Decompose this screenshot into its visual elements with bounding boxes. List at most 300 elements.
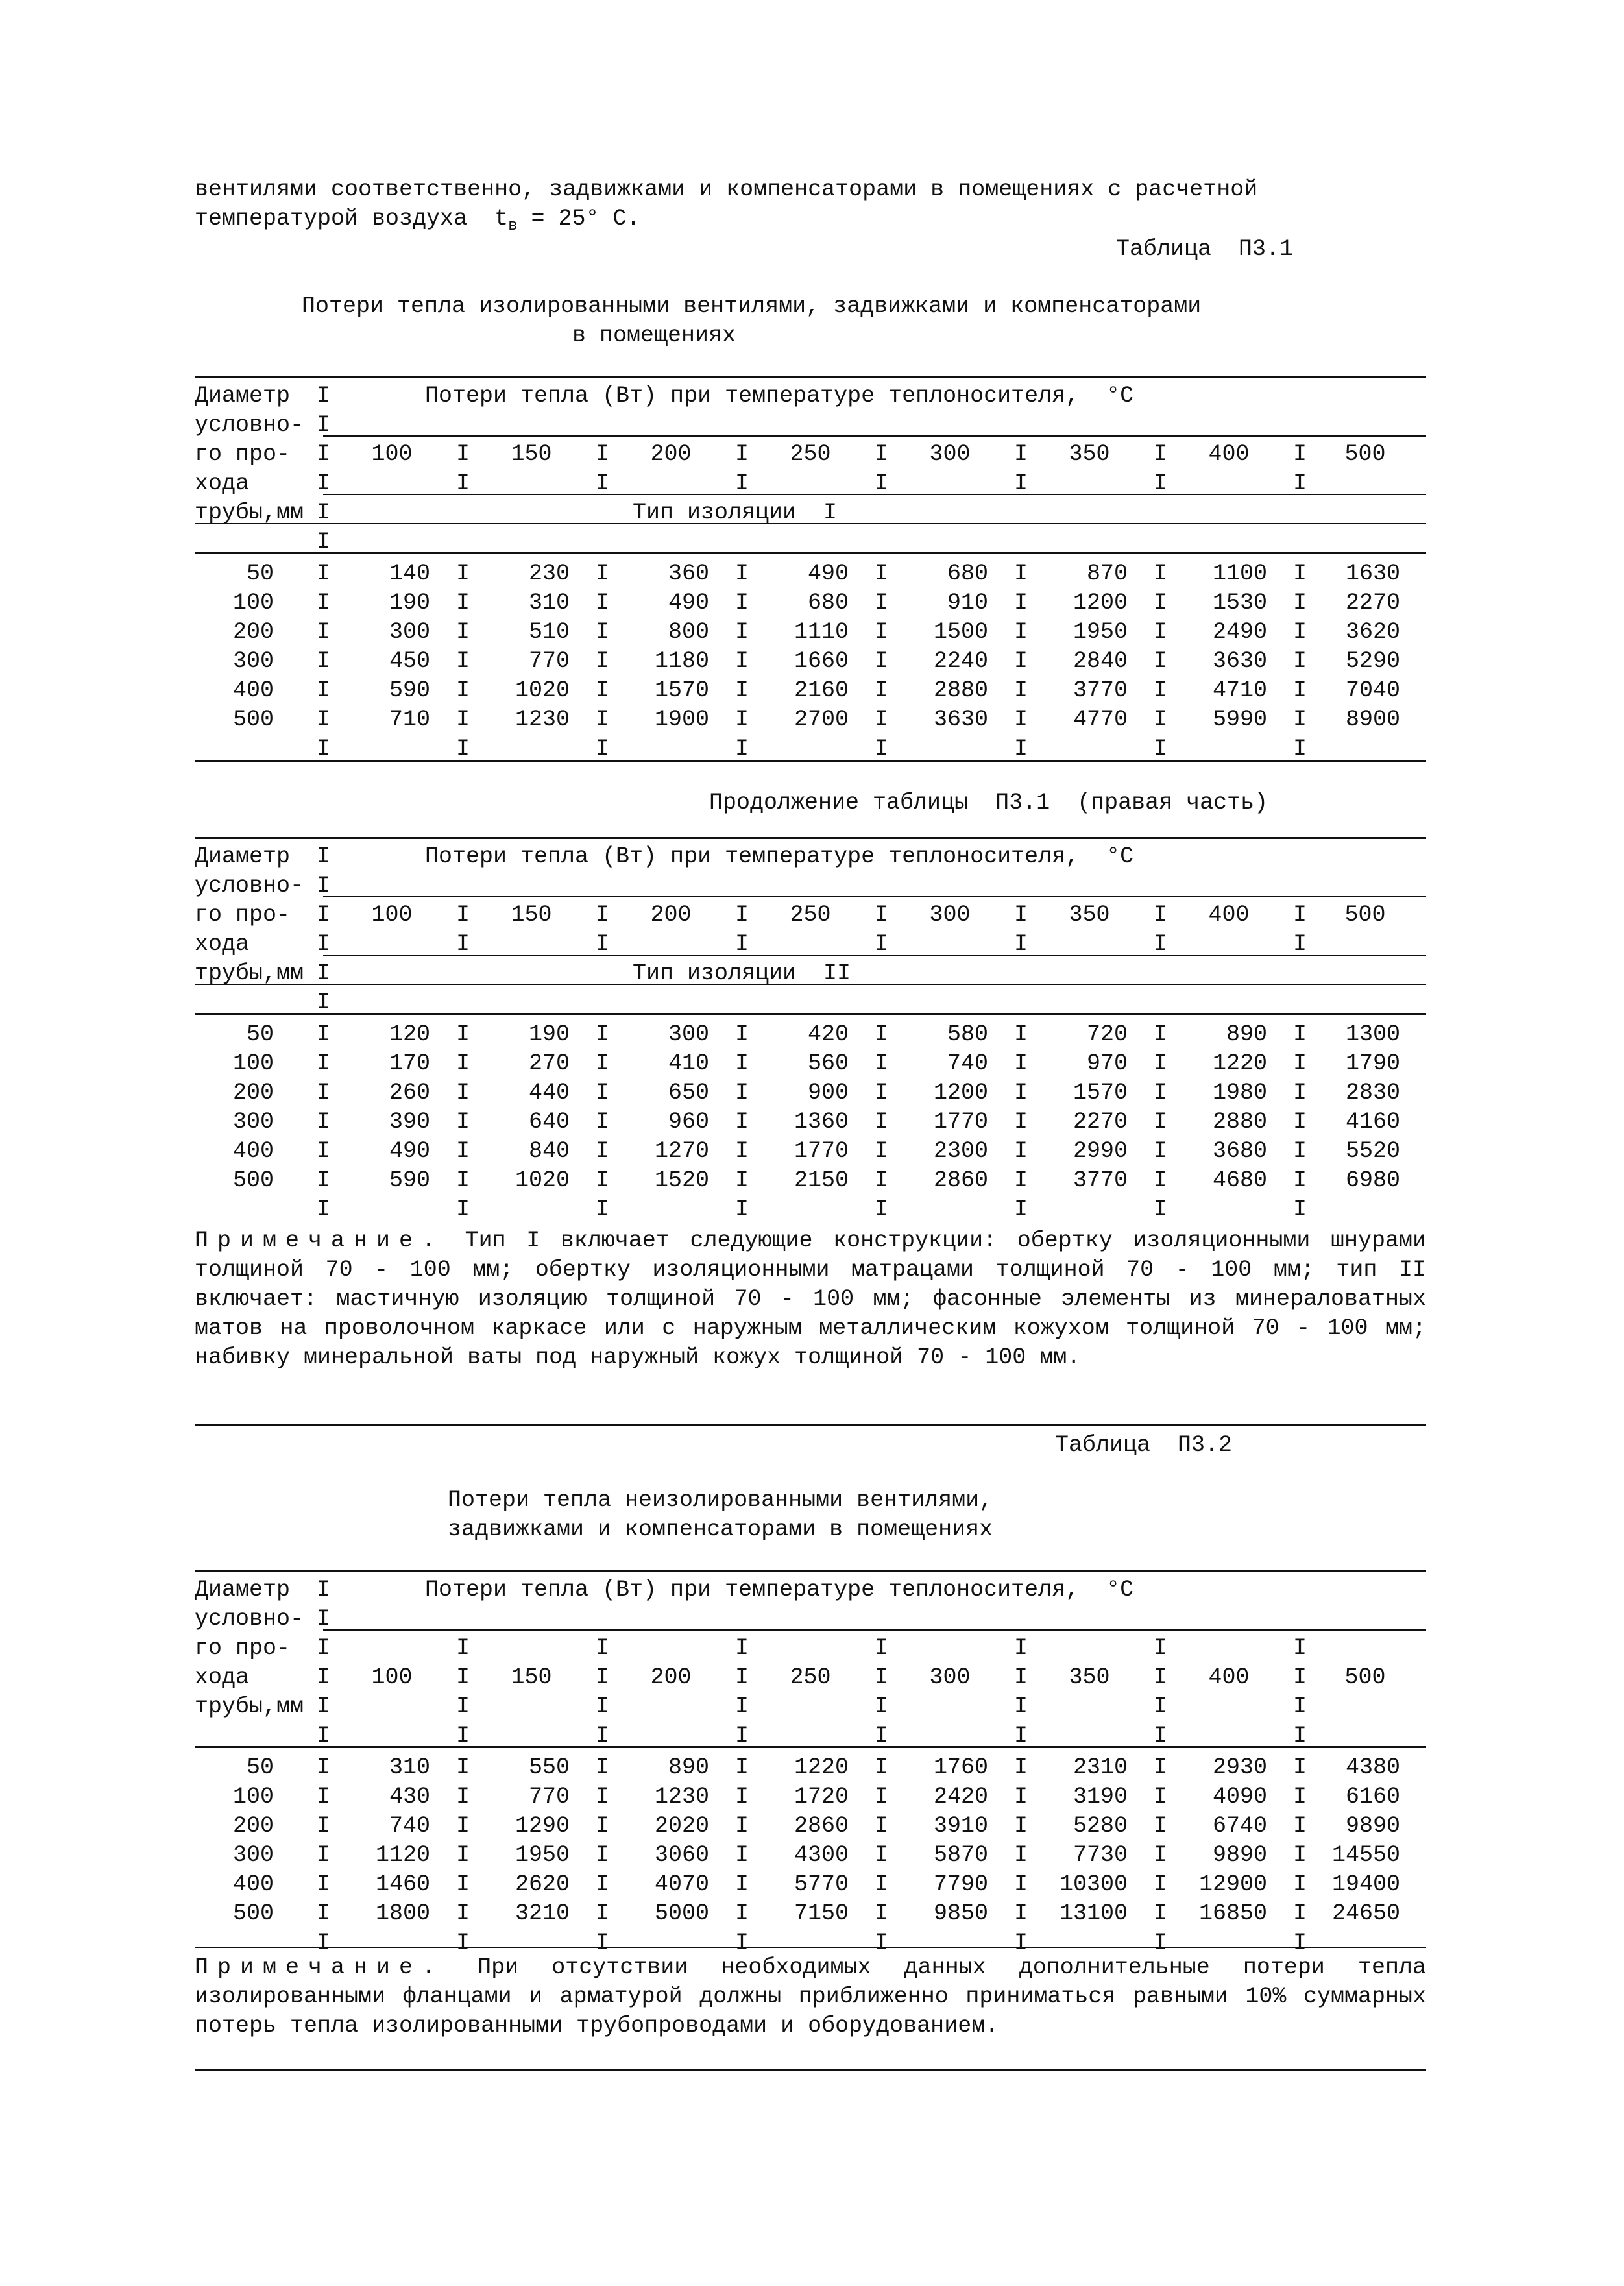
col-separator: I	[1154, 648, 1168, 674]
table-cell: 2990	[1073, 1138, 1128, 1164]
col-separator: I	[317, 500, 331, 526]
table-cell: 10300	[1059, 1871, 1128, 1897]
table-cell: 3680	[1212, 1138, 1267, 1164]
table-cell: 1660	[794, 648, 849, 674]
table-cell: 900	[807, 1080, 849, 1106]
table-cell: 910	[947, 590, 988, 616]
col-separator: I	[735, 1813, 749, 1839]
col-separator: I	[596, 1755, 610, 1781]
col-separator: I	[735, 648, 749, 674]
table-cell: 1020	[515, 677, 570, 703]
table-cell: 890	[668, 1755, 709, 1781]
table-cell: 890	[1226, 1021, 1267, 1047]
temp-header-400: 400	[1208, 902, 1250, 928]
diameter-header-5: трубы,мм	[195, 500, 304, 526]
col-separator: I	[735, 441, 749, 467]
col-separator: I	[1154, 1197, 1168, 1222]
table-cell: 9890	[1345, 1813, 1400, 1839]
col-separator: I	[1014, 707, 1028, 733]
col-separator: I	[1014, 1167, 1028, 1193]
diameter-header-3: го про-	[195, 902, 291, 928]
col-separator: I	[1014, 1051, 1028, 1076]
col-separator: I	[875, 590, 889, 616]
col-separator: I	[1014, 1842, 1028, 1868]
table-cell: 3910	[933, 1813, 988, 1839]
col-separator: I	[596, 1167, 610, 1193]
row-diameter-100: 100	[232, 590, 274, 616]
table-cell: 4680	[1212, 1167, 1267, 1193]
col-separator: I	[1014, 1197, 1028, 1222]
col-separator: I	[456, 1694, 470, 1720]
col-separator: I	[456, 1813, 470, 1839]
col-separator: I	[875, 1664, 889, 1690]
table2-bottom-rule	[195, 1947, 1426, 1948]
table-cell: 3630	[1212, 648, 1267, 674]
col-separator: I	[1293, 1723, 1307, 1749]
temp-header-400: 400	[1208, 441, 1250, 467]
temp-header-250: 250	[790, 902, 831, 928]
col-separator: I	[1293, 1080, 1307, 1106]
col-separator: I	[317, 383, 331, 409]
col-separator: I	[456, 561, 470, 587]
table-cell: 1950	[515, 1842, 570, 1868]
col-separator: I	[1154, 1664, 1168, 1690]
col-separator: I	[1154, 1723, 1168, 1749]
col-separator: I	[1154, 561, 1168, 587]
col-separator: I	[317, 1167, 331, 1193]
col-separator: I	[875, 1197, 889, 1222]
col-separator: I	[735, 1051, 749, 1076]
table-cell: 1800	[375, 1901, 430, 1927]
col-separator: I	[735, 1138, 749, 1164]
col-separator: I	[317, 1930, 331, 1956]
table-top-rule	[195, 837, 1426, 839]
col-separator: I	[1293, 677, 1307, 703]
table-cell: 2310	[1073, 1755, 1128, 1781]
table-cell: 300	[389, 619, 430, 645]
table-cell: 510	[528, 619, 570, 645]
col-separator: I	[596, 1635, 610, 1661]
col-separator: I	[735, 1197, 749, 1222]
col-separator: I	[875, 1842, 889, 1868]
col-separator: I	[596, 1784, 610, 1810]
col-separator: I	[735, 561, 749, 587]
col-separator: I	[875, 902, 889, 928]
rule-after-note-1	[195, 1424, 1426, 1426]
table-top-rule	[195, 376, 1426, 378]
col-separator: I	[735, 1664, 749, 1690]
col-separator: I	[1154, 677, 1168, 703]
col-separator: I	[317, 960, 331, 986]
col-separator: I	[1014, 1784, 1028, 1810]
col-separator: I	[317, 902, 331, 928]
loss-header: Потери тепла (Вт) при температуре теплоносителя, °С	[425, 383, 1134, 409]
table-cell: 2830	[1345, 1080, 1400, 1106]
table-cell: 5000	[654, 1901, 709, 1927]
col-separator: I	[1014, 931, 1028, 957]
col-separator: I	[735, 736, 749, 762]
intro-line-2: температурой воздуха $t_в = 25^\circ$ С.	[195, 206, 640, 235]
table-cell: 970	[1086, 1051, 1128, 1076]
col-separator: I	[317, 1635, 331, 1661]
row-diameter-500: 500	[232, 1901, 274, 1927]
col-separator: I	[596, 1901, 610, 1927]
col-separator: I	[1293, 1197, 1307, 1222]
table-cell: 1020	[515, 1167, 570, 1193]
col-separator: I	[456, 1138, 470, 1164]
table-cell: 360	[668, 561, 709, 587]
table-cell: 1530	[1212, 590, 1267, 616]
table-cell: 2420	[933, 1784, 988, 1810]
table-cell: 3630	[933, 707, 988, 733]
table-cell: 300	[668, 1021, 709, 1047]
table-cell: 1230	[515, 707, 570, 733]
col-separator: I	[317, 1784, 331, 1810]
col-separator: I	[317, 1755, 331, 1781]
temp-header-500: 500	[1344, 1664, 1386, 1690]
temp-header-350: 350	[1069, 441, 1110, 467]
table-cell: 16850	[1198, 1901, 1267, 1927]
table-cell: 450	[389, 648, 430, 674]
col-separator: I	[456, 677, 470, 703]
table-cell: 7790	[933, 1871, 988, 1897]
col-separator: I	[875, 707, 889, 733]
col-separator: I	[596, 1051, 610, 1076]
intro-line-1: вентилями соответственно, задвижками и компенсаторами в помещениях с расчетной	[195, 176, 1258, 202]
col-separator: I	[596, 1813, 610, 1839]
col-separator: I	[1014, 1901, 1028, 1927]
col-separator: I	[735, 902, 749, 928]
table-cell: 2160	[794, 677, 849, 703]
table-cell: 840	[528, 1138, 570, 1164]
table-cell: 1200	[933, 1080, 988, 1106]
col-separator: I	[456, 648, 470, 674]
table-cell: 650	[668, 1080, 709, 1106]
col-separator: I	[456, 707, 470, 733]
table-cell: 3770	[1073, 677, 1128, 703]
type-rule	[195, 523, 1426, 524]
col-separator: I	[317, 990, 331, 1015]
table-cell: 3620	[1345, 619, 1400, 645]
table-cell: 2240	[933, 648, 988, 674]
diameter-header-4: хода	[195, 931, 250, 957]
col-separator: I	[1293, 1784, 1307, 1810]
table2-title-2: задвижками и компенсаторами в помещениях	[448, 1516, 993, 1542]
table-cell: 1770	[933, 1109, 988, 1135]
table-cell: 3770	[1073, 1167, 1128, 1193]
row-diameter-400: 400	[232, 1138, 274, 1164]
col-separator: I	[1293, 707, 1307, 733]
col-separator: I	[317, 529, 331, 555]
col-separator: I	[317, 1197, 331, 1222]
temp-header-400: 400	[1208, 1664, 1250, 1690]
col-separator: I	[317, 1694, 331, 1720]
table-cell: 3060	[654, 1842, 709, 1868]
table-cell: 2620	[515, 1871, 570, 1897]
table-cell: 1570	[1073, 1080, 1128, 1106]
table-cell: 680	[947, 561, 988, 587]
col-separator: I	[456, 736, 470, 762]
col-separator: I	[1154, 1109, 1168, 1135]
table-cell: 4710	[1212, 677, 1267, 703]
type-rule	[195, 984, 1426, 985]
col-separator: I	[875, 1167, 889, 1193]
col-separator: I	[317, 707, 331, 733]
col-separator: I	[596, 677, 610, 703]
col-separator: I	[875, 677, 889, 703]
col-separator: I	[735, 590, 749, 616]
table-cell: 1300	[1345, 1021, 1400, 1047]
col-separator: I	[317, 441, 331, 467]
col-separator: I	[1154, 1871, 1168, 1897]
table-cell: 1100	[1212, 561, 1267, 587]
table-top-rule	[195, 1570, 1426, 1572]
col-separator: I	[875, 931, 889, 957]
col-separator: I	[317, 1021, 331, 1047]
col-separator: I	[317, 931, 331, 957]
col-separator: I	[1293, 470, 1307, 496]
table-cell: 1290	[515, 1813, 570, 1839]
table-cell: 2270	[1073, 1109, 1128, 1135]
insulation-type: Тип изоляции II	[633, 960, 851, 986]
col-separator: I	[1014, 1109, 1028, 1135]
col-separator: I	[1293, 902, 1307, 928]
col-separator: I	[596, 648, 610, 674]
table-cell: 680	[807, 590, 849, 616]
col-separator: I	[1014, 736, 1028, 762]
col-separator: I	[735, 677, 749, 703]
table-cell: 490	[389, 1138, 430, 1164]
col-separator: I	[875, 1813, 889, 1839]
table-cell: 2860	[794, 1813, 849, 1839]
col-separator: I	[1014, 1664, 1028, 1690]
col-separator: I	[596, 707, 610, 733]
col-separator: I	[735, 470, 749, 496]
col-separator: I	[1293, 1167, 1307, 1193]
table-cell: 1120	[375, 1842, 430, 1868]
row-diameter-400: 400	[232, 677, 274, 703]
table-cell: 4380	[1345, 1755, 1400, 1781]
table-cell: 1630	[1345, 561, 1400, 587]
insulation-type: Тип изоляции I	[633, 500, 838, 526]
col-separator: I	[1154, 470, 1168, 496]
row-diameter-300: 300	[232, 1842, 274, 1868]
col-separator: I	[1293, 648, 1307, 674]
row-diameter-100: 100	[232, 1051, 274, 1076]
table-cell: 7040	[1345, 677, 1400, 703]
temp-header-200: 200	[650, 1664, 692, 1690]
table-cell: 1520	[654, 1167, 709, 1193]
table-cell: 7150	[794, 1901, 849, 1927]
col-separator: I	[1154, 619, 1168, 645]
col-separator: I	[456, 1167, 470, 1193]
loss-header: Потери тепла (Вт) при температуре теплоносителя, °С	[425, 844, 1134, 869]
col-separator: I	[735, 1080, 749, 1106]
table-cell: 1270	[654, 1138, 709, 1164]
col-separator: I	[596, 590, 610, 616]
table-cell: 5290	[1345, 648, 1400, 674]
row-diameter-50: 50	[246, 1021, 274, 1047]
row-diameter-200: 200	[232, 1813, 274, 1839]
table-cell: 2860	[933, 1167, 988, 1193]
table-cell: 4770	[1073, 707, 1128, 733]
table-cell: 2840	[1073, 648, 1128, 674]
temp-header-150: 150	[511, 902, 552, 928]
col-separator: I	[875, 1755, 889, 1781]
col-separator: I	[875, 441, 889, 467]
col-separator: I	[1293, 441, 1307, 467]
col-separator: I	[1014, 1635, 1028, 1661]
temp-header-100: 100	[371, 902, 413, 928]
temp-header-100: 100	[371, 441, 413, 467]
col-separator: I	[735, 1723, 749, 1749]
col-separator: I	[1154, 441, 1168, 467]
col-separator: I	[317, 873, 331, 899]
temp-header-350: 350	[1069, 902, 1110, 928]
col-separator: I	[735, 1021, 749, 1047]
table-cell: 770	[528, 1784, 570, 1810]
col-separator: I	[735, 1635, 749, 1661]
col-separator: I	[1014, 902, 1028, 928]
col-separator: I	[317, 844, 331, 869]
table-cell: 1760	[933, 1755, 988, 1781]
table-cell: 420	[807, 1021, 849, 1047]
col-separator: I	[596, 1109, 610, 1135]
col-separator: I	[875, 736, 889, 762]
table-cell: 3210	[515, 1901, 570, 1927]
col-separator: I	[456, 1021, 470, 1047]
temp-header-500: 500	[1344, 902, 1386, 928]
col-separator: I	[456, 619, 470, 645]
table-cell: 2930	[1212, 1755, 1267, 1781]
col-separator: I	[1014, 1080, 1028, 1106]
col-separator: I	[1154, 1080, 1168, 1106]
temp-header-300: 300	[929, 441, 971, 467]
table-cell: 590	[389, 677, 430, 703]
table-cell: 2700	[794, 707, 849, 733]
col-separator: I	[456, 590, 470, 616]
temp-header-200: 200	[650, 441, 692, 467]
col-separator: I	[1293, 1138, 1307, 1164]
table-cell: 260	[389, 1080, 430, 1106]
col-separator: I	[875, 1109, 889, 1135]
col-separator: I	[1154, 1051, 1168, 1076]
col-separator: I	[1014, 1021, 1028, 1047]
col-separator: I	[317, 1871, 331, 1897]
col-separator: I	[1293, 931, 1307, 957]
col-separator: I	[1154, 1901, 1168, 1927]
table-cell: 2880	[933, 677, 988, 703]
col-separator: I	[456, 1784, 470, 1810]
table-cell: 2880	[1212, 1109, 1267, 1135]
table-cell: 9890	[1212, 1842, 1267, 1868]
col-separator: I	[596, 1723, 610, 1749]
diameter-header-5: трубы,мм	[195, 1694, 304, 1720]
temp-header-150: 150	[511, 441, 552, 467]
row-diameter-200: 200	[232, 1080, 274, 1106]
table-cell: 24650	[1331, 1901, 1400, 1927]
table-cell: 14550	[1331, 1842, 1400, 1868]
temp-header-250: 250	[790, 441, 831, 467]
diameter-header-3: го про-	[195, 1635, 291, 1661]
table-cell: 640	[528, 1109, 570, 1135]
table-cell: 1180	[654, 648, 709, 674]
col-separator: I	[317, 1664, 331, 1690]
temp-header-300: 300	[929, 902, 971, 928]
col-separator: I	[875, 1784, 889, 1810]
table-cell: 550	[528, 1755, 570, 1781]
col-separator: I	[735, 619, 749, 645]
temps-rule	[323, 494, 1426, 495]
temp-header-250: 250	[790, 1664, 831, 1690]
col-separator: I	[1154, 1167, 1168, 1193]
col-separator: I	[317, 412, 331, 438]
col-separator: I	[875, 648, 889, 674]
col-separator: I	[596, 441, 610, 467]
col-separator: I	[1293, 1871, 1307, 1897]
table-cell: 1460	[375, 1871, 430, 1897]
col-separator: I	[596, 1871, 610, 1897]
table-cell: 170	[389, 1051, 430, 1076]
rule-after-note-2	[195, 2069, 1426, 2071]
table1b-label: Продолжение таблицы П3.1 (правая часть)	[709, 790, 1268, 816]
col-separator: I	[456, 1901, 470, 1927]
col-separator: I	[317, 648, 331, 674]
col-separator: I	[735, 1784, 749, 1810]
col-separator: I	[596, 1021, 610, 1047]
table-cell: 2300	[933, 1138, 988, 1164]
note-body: При отсутствии необходимых данных дополнительные потери тепла изолированными фланцами и арматурой должны приближенно приниматься равными 10% суммарных потерь тепла изолированными трубопроводами и оборудованием.	[195, 1954, 1426, 2039]
row-diameter-100: 100	[232, 1784, 274, 1810]
table-cell: 2020	[654, 1813, 709, 1839]
col-separator: I	[1154, 1842, 1168, 1868]
table-cell: 720	[1086, 1021, 1128, 1047]
col-separator: I	[735, 1930, 749, 1956]
col-separator: I	[317, 677, 331, 703]
col-separator: I	[317, 736, 331, 762]
col-separator: I	[1293, 561, 1307, 587]
header-bottom-rule	[195, 1746, 1426, 1748]
table-cell: 410	[668, 1051, 709, 1076]
table-cell: 2150	[794, 1167, 849, 1193]
col-separator: I	[456, 902, 470, 928]
temp-header-500: 500	[1344, 441, 1386, 467]
col-separator: I	[596, 1842, 610, 1868]
col-separator: I	[735, 1167, 749, 1193]
col-separator: I	[317, 619, 331, 645]
col-separator: I	[1293, 1930, 1307, 1956]
table-cell: 1790	[1345, 1051, 1400, 1076]
col-separator: I	[1293, 1901, 1307, 1927]
table-cell: 5870	[933, 1842, 988, 1868]
table-cell: 3190	[1073, 1784, 1128, 1810]
table1-title-1: Потери тепла изолированными вентилями, задвижками и компенсаторами	[302, 293, 1202, 319]
col-separator: I	[875, 470, 889, 496]
table-cell: 4300	[794, 1842, 849, 1868]
diameter-header-3: го про-	[195, 441, 291, 467]
note-head: Примечание.	[195, 1954, 445, 1980]
col-separator: I	[875, 619, 889, 645]
table-cell: 1220	[794, 1755, 849, 1781]
col-separator: I	[456, 1723, 470, 1749]
table-cell: 13100	[1059, 1901, 1128, 1927]
col-separator: I	[735, 1109, 749, 1135]
table-cell: 1200	[1073, 590, 1128, 616]
col-separator: I	[1154, 1930, 1168, 1956]
table-cell: 580	[947, 1021, 988, 1047]
table-cell: 7730	[1073, 1842, 1128, 1868]
col-separator: I	[1293, 1842, 1307, 1868]
